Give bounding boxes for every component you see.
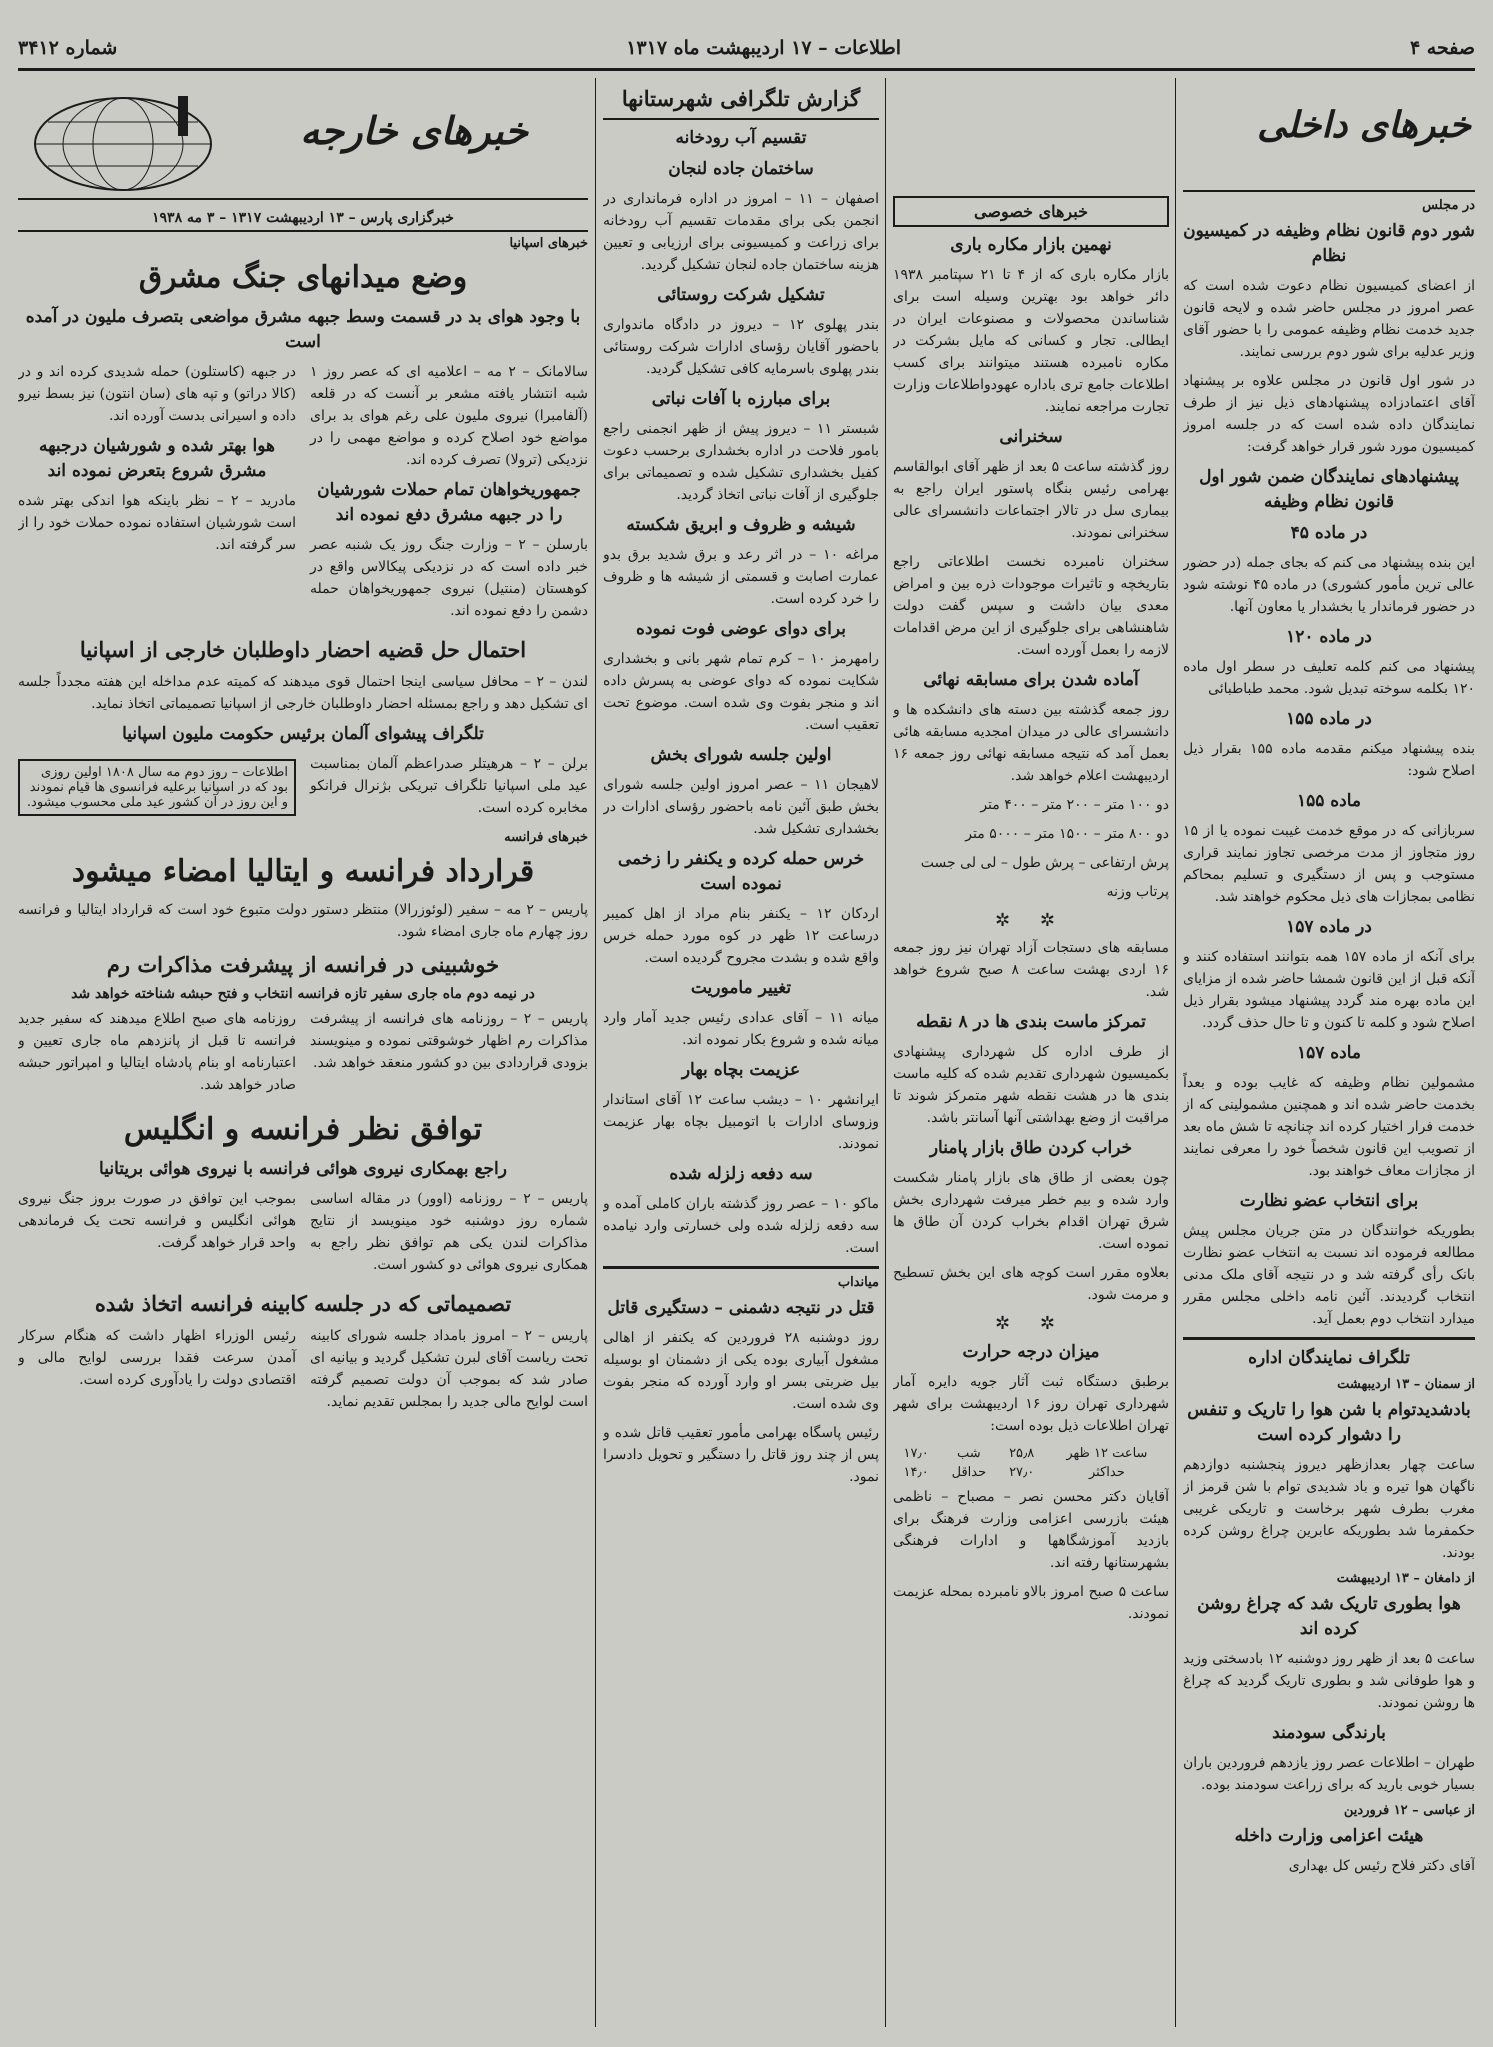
headline: توافق نظر فرانسه و انگلیس [123, 1112, 483, 1147]
headline: جمهوریخواهان تمام حملات شورشیان را در جبهه مشرق دفع نموده اند [317, 480, 581, 525]
paragraph: پاریس – ۲ مه – سفیر (لوئوزرالا) منتظر دستور دولت متبوع خود است که قرارداد ایتالیا و فرانسه روز چهارم ماه جاری امضاء شود. [18, 902, 588, 940]
subhead: ماده ۱۵۵ [1296, 791, 1362, 811]
dateline: از عباسی – ۱۲ فروردین [1343, 1803, 1475, 1818]
paragraph: برای آنکه از ماده ۱۵۷ همه بتوانند استفاده کنند و آنکه قبل از این قانون شمشا حاضر شده از مزایای این ماده بهره مند گردد پیشنهاد میشود بقرار ذیل اصلاح شود و کلمه تا کنون و تا حال حذف گردد. [1183, 949, 1475, 1031]
paragraph: رئیس الوزراء اظهار داشت که هنگام سرکار آمدن سرعت فقدا بررسی لوایح مالی و اقتصادی دولت را یادآوری کرده است. [18, 1328, 296, 1388]
sub-column [310, 1188, 588, 1283]
paragraph: رامهرمز ۱۰ – کرم تمام شهر بانی و بخشداری شکایت نموده که دوای عوضی به پسرش داده اند و منجر بفوت وی شده است. موضوع تحت تعقیب است. [603, 651, 879, 733]
headline: قرارداد فرانسه و ایتالیا امضاء میشود [71, 854, 535, 889]
paragraph: لندن – ۲ – محافل سیاسی اینجا احتمال قوی میدهند که کمیته عدم مداخله این هفته مجدداً جلسه ای تشکیل دهد و راجع بمسئله احضار داوطلبان خارجی از اسپانیا تصمیماتی اتخاذ نماید. [18, 674, 588, 712]
paragraph: پاریس – ۲ – روزنامه (اوور) در مقاله اساسی شماره روز دوشنبه خود مینویسد از نتایج مذاکرات لندن یکی هم توافق نظر راجع به همکاری نیروی هوائی دو کشور است. [310, 1191, 588, 1273]
divider [603, 1266, 879, 1269]
paragraph: بنده پیشنهاد میکنم مقدمه ماده ۱۵۵ بقرار ذیل اصلاح شود: [1183, 741, 1475, 779]
headline: تغییر ماموریت [690, 978, 792, 998]
headline: سخنرانی [999, 427, 1063, 447]
subhead: در ماده ۱۵۷ [1286, 917, 1372, 937]
sub-column [18, 1188, 296, 1283]
list-item: پرش ارتفاعی – پرش طول – لی لی جست [920, 855, 1169, 871]
headline: تلگراف پیشوای آلمان برئیس حکومت ملیون اسپانیا [122, 724, 484, 744]
headline: نهمین بازار مکاره باری [950, 235, 1112, 255]
dateline: خبرگزاری پارس – ۱۳ اردیبهشت ۱۳۱۷ – ۳ مه ۱۹۳۸ [18, 206, 588, 232]
table-cell: ساعت ۱۲ ظهر [1066, 1446, 1148, 1461]
paragraph: بارسلن – ۲ – وزارت جنگ روز یک شنبه عصر خبر داده است که در نزدیکی پیکالاس واقع در کوهستان (منتیل) نیروی جمهوریخواهان حمله دشمن را دفع نموده اند. [310, 537, 588, 619]
paragraph: اردکان ۱۲ – یکنفر بنام مراد از اهل کمیبر درساعت ۱۲ ظهر در کوه مورد حمله خرس واقع شده و بشدت مجروح گردیده است. [603, 906, 879, 966]
paragraph: پاریس – ۲ – روزنامه های فرانسه از پیشرفت مذاکرات رم اظهار خوشوقتی نموده و مینویسند بزودی قراردادی بین دو کشور منعقد خواهد شد. [310, 1011, 588, 1071]
sub-column [18, 753, 296, 826]
paragraph: پیشنهاد می کنم کلمه تعلیف در سطر اول ماده ۱۲۰ بکلمه سوخته تبدیل شود. محمد طباطبائی [1183, 659, 1475, 697]
paragraph: آقای دکتر فلاح رئیس کل بهداری [1288, 1858, 1475, 1874]
paragraph: پاریس – ۲ – امروز بامداد جلسه شورای کابینه تحت ریاست آقای لبرن تشکیل گردید و بیانیه ای صادر شد که بموجب آن دولت تصمیم گرفته است لوایح مالی جدید را بمجلس تقدیم نماید. [310, 1328, 588, 1410]
sub-column [310, 1008, 588, 1103]
paragraph: مادرید – ۲ – نظر باینکه هوا اندکی بهتر شده است شورشیان استفاده نموده حملات خود را از سر گرفته اند. [18, 493, 296, 553]
subhead: ماده ۱۵۷ [1296, 1043, 1362, 1063]
masthead [18, 28, 1475, 71]
table-cell: ۲۵٫۸ [1009, 1446, 1035, 1461]
column-telegraph [603, 78, 879, 2027]
headline: سه دفعه زلزله شده [669, 1164, 813, 1184]
table-cell: ۱۴٫۰ [903, 1465, 929, 1480]
paragraph: مسابقه های دستجات آزاد تهران نیز روز جمعه ۱۶ اردی بهشت ساعت ۸ صبح شروع خواهد شد. [893, 940, 1169, 1000]
column-foreign [18, 78, 588, 2027]
paragraph: لاهیجان ۱۱ – عصر امروز اولین جلسه شورای بخش طبق آئین نامه باحضور رؤسای ادارات در بخشداری تشکیل شد. [603, 777, 879, 837]
headline: وضع میدانهای جنگ مشرق [138, 260, 468, 295]
headline: تصمیماتی که در جلسه کابینه فرانسه اتخاذ شده [94, 1291, 512, 1316]
paragraph: ساعت ۵ صبح امروز بالاو نامبرده بمحله عزیمت نمودند. [893, 1584, 1169, 1622]
kicker: خبرهای اسپانیا [509, 236, 588, 251]
subhead: در نیمه دوم ماه جاری سفیر تازه فرانسه انتخاب و فتح حبشه شناخته خواهد شد [71, 986, 535, 1002]
two-column-block [18, 361, 588, 629]
table-cell: ۲۷٫۰ [1009, 1465, 1035, 1480]
domestic-banner [1183, 78, 1475, 192]
headline: پیشنهادهای نمایندگان ضمن شور اول قانون نظام وظیفه [1199, 467, 1459, 512]
dateline: میانداب [837, 1275, 879, 1290]
paragraph: ماکو ۱۰ – عصر روز گذشته باران کاملی آمده و سه دفعه زلزله شده ولی خسارتی وارد نیامده است. [603, 1196, 879, 1256]
paragraph: بعلاوه مقرر است کوچه های این بخش تسطیح و مرمت شود. [893, 1265, 1169, 1303]
sub-column [18, 361, 296, 629]
table-row [893, 1463, 1169, 1482]
paragraph: ساعت ۵ بعد از ظهر روز دوشنبه ۱۲ بادسختی وزید و هوا طوفانی شد و بطوری تاریک گردید که چراغ ها روشن نمودند. [1183, 1651, 1475, 1711]
ornament-stars: ✲ ✲ [995, 910, 1067, 931]
headline: برای مبارزه با آفات نباتی [651, 389, 831, 409]
paragraph: در شور اول قانون در مجلس علاوه بر پیشنهاد آقای اعتمادزاده پیشنهادهای ذیل نیز از طرف نمایندگان داده شده است که در جلسه امروز کمیسیون مورد شور قرار خواهد گرفت: [1183, 373, 1475, 455]
list-item: پرتاب وزنه [1106, 884, 1169, 900]
paragraph: آقایان دکتر محسن نصر – مصباح – ناظمی هیئت بازرسی اعزامی وزارت فرهنگ برای بازدید آموزشگاهها و ادارات فرهنگی بشهرستانها رفته اند. [893, 1489, 1169, 1571]
sub-column [310, 753, 588, 826]
paragraph: میانه ۱۱ – آقای عدادی رئیس جدید آمار وارد میانه شده و شروع بکار نموده اند. [603, 1010, 879, 1048]
subhead: ساختمان جاده لنجان [668, 159, 814, 179]
headline: عزیمت بچاه بهار [681, 1060, 801, 1080]
paragraph: این بنده پیشنهاد می کنم که بجای جمله (در حضور عالی ترین مأمور کشوری) در ماده ۴۵ نوشته شود در حضور فرماندار یا بخشدار یا معاون آنها. [1183, 555, 1475, 615]
column-rule [1175, 78, 1176, 2027]
headline: شیشه و ظروف و ابریق شکسته [626, 515, 856, 535]
kicker: خبرهای خصوصی [893, 196, 1169, 227]
paragraph: در جبهه (کاستلون) حمله شدیدی کرده اند و در (کالا دراتو) و تپه های (سان انتون) نیز بسط نیرو داده و اسیرانی بدست آورده اند. [18, 364, 296, 424]
table-cell: حداقل [951, 1465, 987, 1480]
headline: برای دوای عوضی فوت نموده [636, 619, 846, 639]
paragraph: چون بعضی از طاق های بازار پامنار شکست وارد شده و بیم خطر میرفت شهرداری بخش شرق تهران اقدام بخراب کردن آن طاق ها نموده است. [893, 1170, 1169, 1252]
paragraph: روز گذشته ساعت ۵ بعد از ظهر آقای ابوالقاسم بهرامی رئیس بنگاه پاستور ایران راجع به بیماری سل در تالار اجتماعات دانشسرای عالی سخنرانی نمودند. [893, 459, 1169, 541]
paragraph: بندر پهلوی ۱۲ – دیروز در دادگاه ماندواری باحضور آقایان رؤسای ادارات شرکت روستائی بندر پهلوی باسرمایه کافی تشکیل گردید. [603, 317, 879, 377]
headline: تمرکز ماست بندی ها در ۸ نقطه [916, 1012, 1146, 1032]
divider [1183, 1337, 1475, 1340]
paragraph: برلن – ۲ – هرهیتلر صدراعظم آلمان بمناسبت عید ملی اسپانیا تلگراف تبریکی بژنرال فرانکو مخابره کرده است. [310, 756, 588, 816]
section-label: در مجلس [1422, 198, 1475, 213]
foreign-banner-title: خبرهای خارجه [300, 108, 528, 153]
column-domestic [893, 78, 1169, 2027]
table-cell: شب [957, 1446, 981, 1461]
paragraph: مشمولین نظام وظیفه که غایب بوده و بعداً بخدمت حاضر شده اند و همچنین مشمولینی که از خدمت فرار اختیار کرده اند چنانچه تا شش ماه بعد از تصویب این قانون شخصاً خود را معرفی نمایند از مجازات معاف خواهند بود. [1183, 1075, 1475, 1179]
paragraph: برطبق دستگاه ثبت آثار جویه دایره آمار شهرداری تهران روز ۱۶ اردیبهشت برای شهر تهران اطلاعات ذیل بوده است: [893, 1374, 1169, 1434]
headline: میزان درجه حرارت [962, 1342, 1100, 1362]
headline: خراب کردن طاق بازار پامنار [929, 1138, 1133, 1158]
list-item: دو ۸۰۰ متر – ۱۵۰۰ متر – ۵۰۰۰ متر [965, 826, 1169, 842]
paragraph: ایرانشهر ۱۰ – دیشب ساعت ۱۲ آقای استاندار وزوسای ادارات با اتومبیل بچاه بهار عزیمت نمودند. [603, 1092, 879, 1152]
paragraph: روز دوشنبه ۲۸ فروردین که یکنفر از اهالی مشغول آبیاری بوده یکی از دشمنان او بوسیله بیل ضربتی بسر او وارد آورده که منجر بفوت وی شده است. [603, 1330, 879, 1412]
table-cell: ۱۷٫۰ [903, 1446, 929, 1461]
dateline: از سمنان – ۱۳ اردیبهشت [1337, 1377, 1475, 1392]
weather-table [893, 1444, 1169, 1482]
headline: بادشدیدتوام با شن هوا را تاریک و تنفس را دشوار کرده است [1187, 1400, 1471, 1445]
globe-illustration-icon [28, 86, 218, 196]
sub-column [310, 1325, 588, 1420]
paragraph: رئیس پاسگاه بهرامی مأمور تعقیب قاتل شده و پس از چند روز قاتل را دستگیر و تحویل دادسرا نمود. [603, 1425, 879, 1485]
headline: هوا بهتر شده و شورشیان درجبهه مشرق شروع بتعرض نموده اند [38, 436, 276, 481]
two-column-block [18, 1188, 588, 1283]
table-row [893, 1444, 1169, 1463]
column-rule [885, 78, 886, 2027]
paragraph: شبستر ۱۱ – دیروز پیش از ظهر انجمنی راجع بامور فلاحت در اداره بخشداری برحسب دعوت کفیل بخشداری تشکیل شده و تصمیماتی برای جلوگیری از آفات نباتی اتخاذ گردید. [603, 421, 879, 503]
paragraph: از اعضای کمیسیون نظام دعوت شده است که عصر امروز در مجلس حاضر شده و لایحه قانون جدید خدمت نظام وظیفه عمومی را با حضور آقای وزیر عدلیه برای شور دوم بررسی نمایند. [1183, 278, 1475, 360]
paragraph: سالامانک – ۲ مه – اعلامیه ای که عصر روز ۱ شبه انتشار یافته مشعر بر آنست که در قلعه (آلفامبرا) نیروی ملیون علی رغم هوای بد برای مواضع خود اصلاح کرده و مواضع مهمی را در نزدیکی (ترولا) تصرف کرده اند. [310, 364, 588, 468]
domestic-banner-title: خبرهای داخلی [1257, 104, 1471, 146]
subhead: در ماده ۱۵۵ [1286, 709, 1372, 729]
paragraph: روز جمعه گذشته بین دسته های دانشکده ها و دانشسرای عالی در میدان امجدیه مسابقه هائی بعمل آمد که نتیجه مسابقه نهائی روز جمعه ۱۶ اردیبهشت اعلام خواهد شد. [893, 702, 1169, 784]
paragraph: بموجب این توافق در صورت بروز جنگ نیروی هوائی انگلیس و فرانسه تحت یک فرماندهی واحد قرار خواهد گرفت. [18, 1191, 296, 1251]
issue-number: شماره ۳۴۱۲ [18, 37, 118, 59]
paragraph: اصفهان – ۱۱ – امروز در اداره فرمانداری در انجمن بکی برای مقدمات تقسیم آب رودخانه برای زراعت و کمیسیونی برای ارزیابی و تعیین هزینه ساختمان جاده لنجان تشکیل گردید. [603, 191, 879, 273]
headline: اولین جلسه شورای بخش [650, 745, 832, 765]
headline: خوشبینی در فرانسه از پیشرفت مذاکرات رم [106, 952, 500, 977]
paragraph: بطوریکه خوانندگان در متن جریان مجلس پیش مطالعه فرموده اند نسبت به انتخاب عضو نظارت بانک رأی گرفته شد و در نتیجه آقای ملک مدنی انتخاب گردیدند. آئین نامه داخلی مجلس مقرر میدارد انتخاب دوم بعمل آید. [1183, 1223, 1475, 1327]
paragraph: ساعت چهار بعدازظهر دیروز پنجشنبه دوازدهم ناگهان هوا تیره و باد شدیدی توام با شن قرمز از مغرب بطرف شهر برخاست و تاریکی غریبی حکمفرما شد بطوریکه عابرین چراغ روشن کرده بودند. [1183, 1457, 1475, 1561]
two-column-block [18, 753, 588, 826]
column-parliament [1183, 78, 1475, 2027]
sub-column [18, 1325, 296, 1420]
kicker: خبرهای فرانسه [504, 830, 588, 845]
dateline: از دامغان – ۱۳ اردیبهشت [1336, 1571, 1475, 1586]
headline: آماده شدن برای مسابقه نهائی [923, 670, 1139, 690]
domestic-banner-spacer [893, 78, 1169, 190]
telegraph-banner: گزارش تلگرافی شهرستانها [603, 84, 879, 120]
page-number: صفحه ۴ [1409, 37, 1475, 59]
column-rule [595, 78, 596, 2027]
headline: احتمال حل قضیه احضار داوطلبان خارجی از اسپانیا [79, 637, 527, 662]
subhead: راجع بهمکاری نیروی هوائی فرانسه با نیروی هوائی بریتانیا [99, 1159, 507, 1179]
sub-column [18, 1008, 296, 1103]
two-column-block [18, 1008, 588, 1103]
sub-column [310, 361, 588, 629]
subhead: با وجود هوای بد در قسمت وسط جبهه مشرق مواضعی بتصرف ملیون در آمده است [25, 307, 581, 352]
headline: قتل در نتیجه دشمنی – دستگیری قاتل [607, 1298, 875, 1318]
list-item: دو ۱۰۰ متر – ۲۰۰ متر – ۴۰۰ متر [980, 797, 1169, 813]
ornament-stars: ✲ ✲ [995, 1313, 1067, 1334]
paragraph: سخنران نامبرده نخست اطلاعاتی راجع بتاریخچه و تاثیرات موجودات ذره بین و امراض معدی بیان داشت و سپس گفت دولت شاهنشاهی برای جلوگیری از این مرض اقدامات لازمه را بعمل آورده است. [893, 554, 1169, 658]
paragraph: روزنامه های صبح اطلاع میدهند که سفیر جدید فرانسه تا قبل از پانزدهم ماه جاری تعیین و اعتبارنامه او بنام پادشاه ایتالیا و امپراتور حبشه صادر خواهد شد. [18, 1011, 296, 1093]
table-cell: حداکثر [1089, 1465, 1125, 1480]
headline: هیئت اعزامی وزارت داخله [1234, 1826, 1424, 1846]
info-box: اطلاعات – روز دوم مه سال ۱۸۰۸ اولین روزی بود که در اسپانیا برعلیه فرانسوی ها قیام نمودند و این روز در آن کشور عید ملی محسوب میشود. [18, 759, 296, 816]
subhead: برای انتخاب عضو نظارت [1239, 1191, 1419, 1211]
subhead: تقسیم آب رودخانه [675, 128, 807, 148]
telegraph-title: تلگراف نمایندگان اداره [1248, 1348, 1410, 1368]
paragraph: بازار مکاره باری که از ۴ تا ۲۱ سپتامبر ۱۹۳۸ دائر خواهد بود بهترین وسیله است برای شناساندن محصولات و مصنوعات ایران در ایطالی. تجار و کسانی که مایل بشرکت در مکاره نامبرده هستند میتوانند برای کسب اطلاعات جامع تری باداره عهودواطلاعات وزارت تجارت مراجعه نمایند. [893, 267, 1169, 415]
two-column-block [18, 1325, 588, 1420]
subhead: در ماده ۱۲۰ [1286, 627, 1372, 647]
issue-date: اطلاعات – ۱۷ اردیبهشت ماه ۱۳۱۷ [626, 37, 902, 59]
subhead: در ماده ۴۵ [1290, 523, 1368, 543]
paragraph: از طرف اداره کل شهرداری پیشنهادی بکمیسیون شهرداری تقدیم شده که کلیه ماست بندی ها در هشت نقطه شهر متمرکز شوند تا مراقبت از وضع بهداشتی آنها آسانتر باشد. [893, 1044, 1169, 1126]
headline: بارندگی سودمند [1272, 1723, 1386, 1743]
foreign-banner [18, 78, 588, 200]
headline: شور دوم قانون نظام وظیفه در کمیسیون نظام [1183, 221, 1475, 266]
paragraph: مراغه ۱۰ – در اثر رعد و برق شدید برق بدو عمارت اصابت و قسمتی از شیشه ها و ظروف را خرد کرده است. [603, 547, 879, 607]
headline: هوا بطوری تاریک شد که چراغ روشن کرده اند [1197, 1594, 1461, 1639]
headline: خرس حمله کرده و یکنفر را زخمی نموده است [617, 849, 865, 894]
paragraph: طهران – اطلاعات عصر روز یازدهم فروردین باران بسیار خوبی بارید که برای زراعت سودمند بوده. [1183, 1755, 1475, 1793]
headline: تشکیل شرکت روستائی [657, 285, 825, 305]
paragraph: سربازانی که در موقع خدمت غیبت نموده یا از ۱۵ روز متجاوز از مدت مرخصی تجاوز نمایند قراری مستوجب و پس از دستگیری و تسلیم بمحاکم نظامی بمجازات های ذیل محکوم خواهند شد. [1183, 823, 1475, 905]
